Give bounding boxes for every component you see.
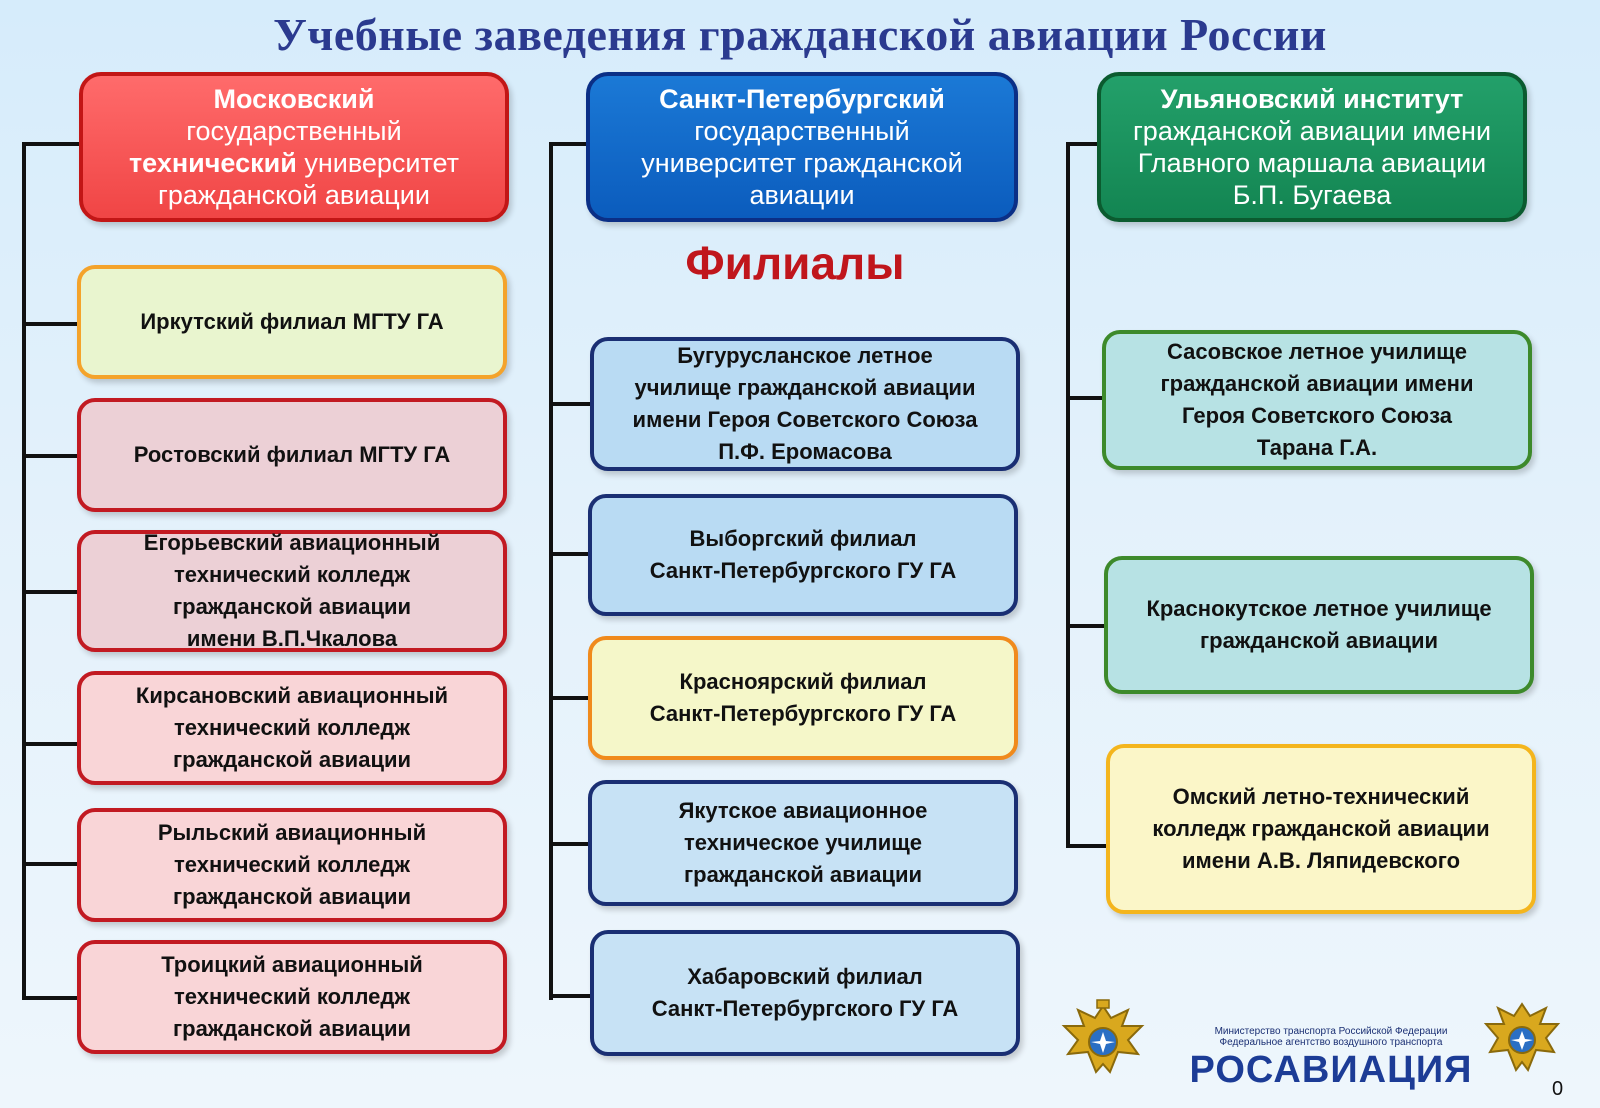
branch-text: Выборгский филиал Санкт-Петербургского ГУ ГА — [649, 526, 957, 583]
branch-text: Красноярский филиал Санкт-Петербургского ГУ ГА — [649, 669, 957, 726]
branch-text: Кирсановский авиационный технический колледж гражданской авиации — [135, 683, 449, 772]
branch-box-krasnoyarsk — [588, 636, 1018, 760]
right-tree-connector — [1066, 396, 1104, 400]
branch-text: Троицкий авиационный технический колледж гражданской авиации — [161, 952, 423, 1041]
page-number: 0 — [1552, 1078, 1564, 1100]
branch-box-yakutsk — [588, 780, 1018, 906]
spb-line2: государственный — [694, 116, 910, 146]
head-mgtu-box — [79, 72, 509, 222]
spb-line3: университет гражданской — [641, 148, 963, 178]
eagle-emblem-icon — [1058, 996, 1148, 1086]
branch-text: Омский летно-технический колледж гражданской авиации имени А.В. Ляпидевского — [1152, 784, 1490, 873]
middle-tree-connector — [549, 142, 587, 146]
branch-text: Иркутский филиал МГТУ ГА — [140, 309, 444, 334]
branch-box-khabarovsk — [590, 930, 1020, 1056]
branch-box-kirsanov — [77, 671, 507, 785]
left-tree-connector — [22, 590, 80, 594]
mgtu-line4: гражданской авиации — [158, 180, 430, 210]
uli-line2: гражданской авиации имени — [1132, 116, 1492, 146]
mgtu-line2: государственный — [186, 116, 402, 146]
left-tree-connector — [22, 322, 80, 326]
middle-tree-trunk — [549, 142, 553, 1000]
page-title: Учебные заведения гражданской авиации России — [273, 9, 1327, 60]
left-tree-trunk — [22, 142, 26, 1000]
branch-text: Ростовский филиал МГТУ ГА — [133, 442, 451, 467]
head-spb-box — [586, 72, 1018, 222]
uli-line4: Б.П. Бугаева — [1232, 180, 1392, 210]
left-tree-connector — [22, 996, 80, 1000]
uli-line1: Ульяновский институт — [1160, 84, 1464, 114]
branch-box-rylsk — [77, 808, 507, 922]
rosaviatsia-logo-text: РОСАВИАЦИЯ — [1189, 1049, 1473, 1091]
branch-box-omsk — [1106, 744, 1536, 914]
branch-text: Якутское авиационное техническое училище гражданской авиации — [678, 798, 928, 887]
mgtu-line3-bold: технический — [128, 148, 297, 178]
branches-label: Филиалы — [685, 237, 905, 289]
branch-box-sasovo — [1102, 330, 1532, 470]
spb-line4: авиации — [749, 180, 855, 210]
branch-text: Краснокутское летное училище гражданской авиации — [1146, 596, 1492, 653]
left-tree-connector — [22, 862, 80, 866]
branch-text: Рыльский авиационный технический колледж гражданской авиации — [157, 820, 427, 909]
middle-tree-connector — [549, 994, 591, 998]
branch-box-buguruslan — [590, 337, 1020, 471]
head-uli-box — [1097, 72, 1527, 222]
branch-text: Егорьевский авиационный технический колледж гражданской авиации имени В.П.Чкалова — [143, 530, 441, 651]
branch-box-egoryevsk — [77, 530, 507, 652]
branch-box-rostov — [77, 398, 507, 512]
agency-text: Федеральное агентство воздушного транспорта — [1219, 1037, 1443, 1048]
right-tree-trunk — [1066, 142, 1070, 848]
rosaviatsia-caption — [1186, 1026, 1476, 1048]
branch-text: Хабаровский филиал Санкт-Петербургского ГУ ГА — [651, 964, 959, 1021]
right-tree-connector — [1066, 844, 1108, 848]
mgtu-line1: Московский — [213, 84, 375, 114]
middle-tree-connector — [549, 696, 589, 700]
rosaviatsia-emblem-icon — [1482, 996, 1562, 1082]
right-tree-connector — [1066, 624, 1106, 628]
branch-box-irkutsk — [77, 265, 507, 379]
branch-box-vyborg — [588, 494, 1018, 616]
right-tree-connector — [1066, 142, 1100, 146]
middle-tree-connector — [549, 552, 589, 556]
branch-box-troitsk — [77, 940, 507, 1054]
left-tree-connector — [22, 742, 80, 746]
ministry-text: Министерство транспорта Российской Федерации — [1214, 1026, 1448, 1037]
mgtu-line3-rest: университет — [296, 148, 460, 178]
middle-tree-connector — [549, 402, 591, 406]
left-tree-connector — [22, 454, 80, 458]
middle-tree-connector — [549, 842, 589, 846]
uli-line3: Главного маршала авиации — [1137, 148, 1487, 178]
branch-text: Бугурусланское летное училище гражданской авиации имени Героя Советского Союза П.Ф. Еромасова — [632, 343, 978, 464]
left-tree-connector — [22, 142, 80, 146]
branch-text: Сасовское летное училище гражданской авиации имени Героя Советского Союза Тарана Г.А. — [1160, 339, 1474, 460]
branch-box-krasny-kut — [1104, 556, 1534, 694]
spb-line1: Санкт-Петербургский — [659, 84, 945, 114]
